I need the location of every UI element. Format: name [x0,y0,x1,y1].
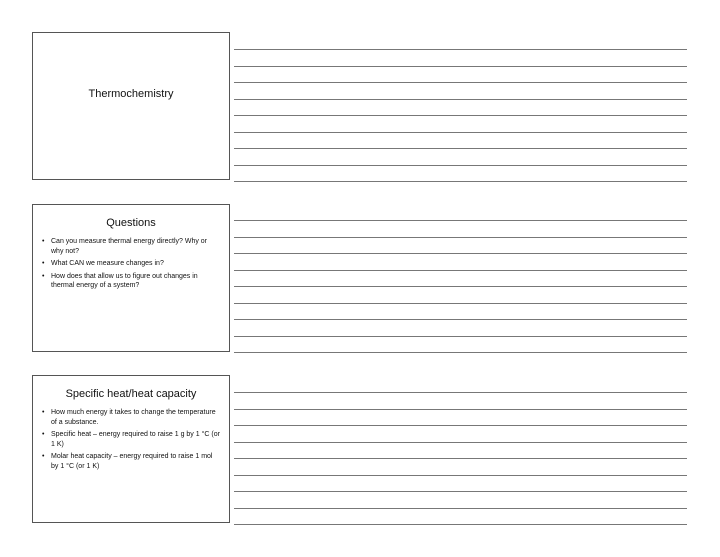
slide-title: Specific heat/heat capacity [65,388,197,400]
note-line [234,270,687,271]
note-line [234,148,687,149]
slide-thumbnail-1 [32,32,230,180]
slide-title: Thermochemistry [88,88,174,100]
slide-thumbnail-2 [32,204,230,352]
note-line [234,181,687,182]
bullet-item: • What CAN we measure changes in? [41,259,221,269]
bullet-item: • How much energy it takes to change the temperature of a substance. [41,408,221,427]
note-line [234,253,687,254]
note-line [234,336,687,337]
note-line [234,220,687,221]
note-line [234,409,687,410]
note-line [234,49,687,50]
note-line [234,352,687,353]
note-line [234,303,687,304]
bullet-item: • How does that allow us to figure out changes in thermal energy of a system? [41,272,221,291]
note-line [234,66,687,67]
bullet-list [41,237,221,291]
bullet-list [41,408,221,471]
note-line [234,458,687,459]
note-line [234,115,687,116]
note-line [234,286,687,287]
note-line [234,508,687,509]
note-line [234,475,687,476]
note-line [234,442,687,443]
bullet-item: • Specific heat – energy required to raise 1 g by 1 °C (or 1 K) [41,430,221,449]
note-line [234,132,687,133]
note-line [234,165,687,166]
slide-thumbnail-3 [32,375,230,523]
bullet-item: • Can you measure thermal energy directly? Why or why not? [41,237,221,256]
note-line [234,392,687,393]
note-line [234,237,687,238]
note-line [234,99,687,100]
note-line [234,82,687,83]
bullet-item: • Molar heat capacity – energy required to raise 1 mol by 1 °C (or 1 K) [41,452,221,471]
note-line [234,319,687,320]
note-line [234,491,687,492]
slide-title: Questions [106,217,156,229]
note-line [234,425,687,426]
note-line [234,524,687,525]
